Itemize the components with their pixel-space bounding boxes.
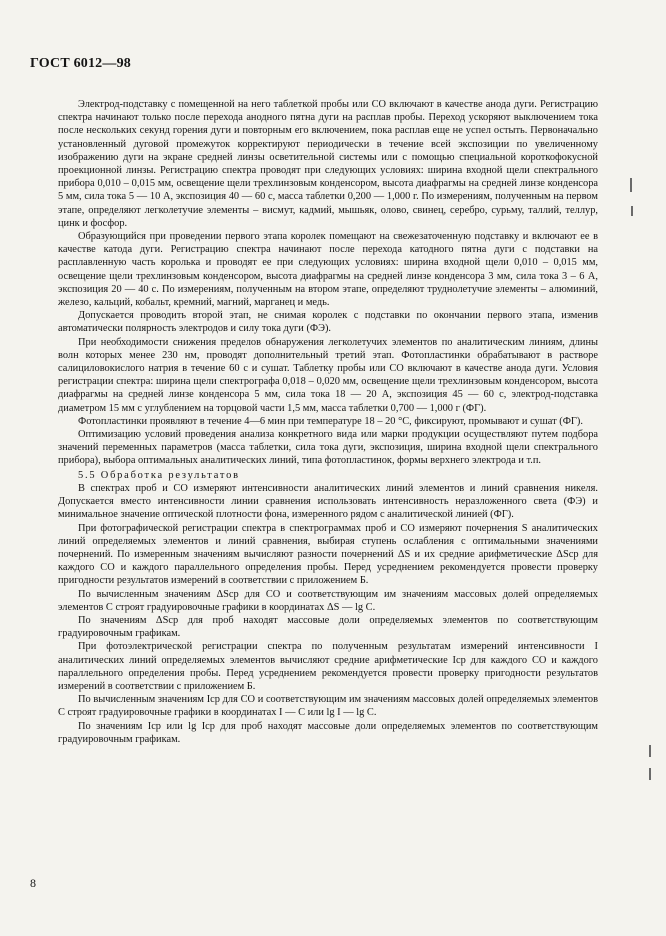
paragraph: По вычисленным значениям ΔSср для СО и соответствующим им значениям массовых долей определяемых элементов С строят градуировочные графики в координатах ΔS — lg С. bbox=[58, 588, 598, 613]
paragraph: По вычисленным значениям Iср для СО и соответствующим им значениям массовых долей определяемых элементов С строят градуировочные графики в координатах I — С или lg I — lg С. bbox=[58, 694, 598, 719]
section-heading: 5.5 Обработка результатов bbox=[78, 469, 240, 481]
scan-mark bbox=[649, 768, 651, 780]
document-header: ГОСТ 6012—98 bbox=[30, 56, 131, 71]
paragraph: Электрод-подставку с помещенной на него таблеткой пробы или СО включают в качестве анода дуги. Регистрацию спектра начинают только после перехода анодного пятна дуги на расплав пробы. Переход ускоряют выключением тока после нескольких секунд горения дуги и повторным его включением, пока расплав еще не успел остыть. Первоначально установленный дуговой промежуток корректируют периодически в течение всей экспозиции по увеличенному изображению дуги на экране средней линзы осветительной системы или с помощью специальной короткофокусной проекционной линзы. Регистрацию спектра проводят при следующих условиях: ширина входной щели спектрального прибора 0,010 – 0,015 мм, освещение щели трехлинзовым конденсором, высота диафрагмы на средней линзе конденсора 5 мм, сила тока 5 — 10 А, экспозиция 40 — 60 с, масса таблетки 0,200 — 1,000 г. По измерениям, полученным на первом этапе, определяют легколетучие элементы – висмут, кадмий, мышьяк, олово, свинец, серебро, сурьму, таллий, теллур, цинк и фосфор. bbox=[58, 99, 598, 229]
document-body bbox=[58, 98, 598, 746]
scan-mark bbox=[630, 178, 632, 192]
paragraph: По значениям Iср или lg Iср для проб находят массовые доли определяемых элементов по соответствующим градуировочным графикам. bbox=[58, 720, 598, 745]
paragraph: По значениям ΔSср для проб находят массовые доли определяемых элементов по соответствующим градуировочным графикам. bbox=[58, 614, 598, 640]
paragraph: Образующийся при проведении первого этапа королек помещают на свежезаточенную подставку и включают ее в качестве катода дуги. Регистрацию спектра начинают после перехода катодного пятна дуги с подставки на расплавленную часть королька и проводят ее при следующих условиях: ширина входной щели 0,010 – 0,015 мм, освещение щели трехлинзовым конденсором, высота диафрагмы на средней линзе конденсора 3 мм, сила тока 3 – 6 А, экспозиция 20 — 40 с. По измерениям, полученным на втором этапе, определяют труднолетучие элементы – алюминий, железо, кальций, кобальт, кремний, магний, марганец и медь. bbox=[58, 231, 598, 309]
paragraph: При фотоэлектрической регистрации спектра по полученным результатам измерений интенсивности I аналитических линий определяемых элементов вычисляют средние арифметические Iср для каждого СО и каждого параллельного определения пробы. Перед усреднением рекомендуется провести проверку пригодности результатов измерений в соответствии с приложением Б. bbox=[58, 641, 598, 692]
paragraph: Фотопластинки проявляют в течение 4—6 мин при температуре 18 – 20 °С, фиксируют, промывают и сушат (ФГ). bbox=[78, 415, 583, 427]
scan-mark bbox=[649, 745, 651, 757]
paragraph: Оптимизацию условий проведения анализа конкретного вида или марки продукции осуществляют путем подбора значений переменных параметров (масса таблетки, сила тока дуги, экспозиция, ширина входной щели спектрального прибора), выбора оптимальных аналитических линий, типа фотопластинок, формы верхнего электрода и т.п. bbox=[58, 429, 598, 467]
paragraph: При необходимости снижения пределов обнаружения легколетучих элементов по аналитическим линиям, длины волн которых менее 230 нм, проводят дополнительный третий этап. Фотопластинки обрабатывают в растворе салициловокислого натрия в течение 60 с и сушат. Таблетку пробы или СО включают в качестве анода дуги. Условия регистрации спектра: ширина щели спектрографа 0,018 – 0,020 мм, освещение щели трехлинзовым конденсором, высота диафрагмы на средней линзе конденсора 5 мм, сила тока 18 — 20 А, экспозиция 45 — 60 с, электрод-подставка диаметром 15 мм с углублением на торцовой части 1,5 мм, масса таблетки 0,700 — 1,000 г (ФГ). bbox=[58, 336, 598, 414]
page-number: 8 bbox=[30, 876, 36, 890]
paragraph: Допускается проводить второй этап, не снимая королек с подставки по окончании первого этапа, изменив автоматически полярность электродов и силу тока дуги (ФЭ). bbox=[58, 310, 598, 335]
paragraph: При фотографической регистрации спектра в спектрограммах проб и СО измеряют почернения S аналитических линий определяемых элементов и линий сравнения, выбирая ступень ослабления с оптимальными значениями почернений. По измеренным значениям вычисляют разности почернений ΔS и их средние арифметические ΔSср для каждого СО и каждого параллельного определения пробы. Перед усреднением рекомендуется провести проверку пригодности результатов измерений в соответствии с приложением Б. bbox=[58, 522, 598, 587]
scan-mark bbox=[631, 206, 633, 216]
paragraph: В спектрах проб и СО измеряют интенсивности аналитических линий элементов и линий сравнения никеля. Допускается вместо интенсивности линии сравнения использовать интенсивность неразложенного света (ФЭ) и минимальное значение оптической плотности фона, измеренного рядом с аналитической линией (ФГ). bbox=[58, 482, 598, 521]
